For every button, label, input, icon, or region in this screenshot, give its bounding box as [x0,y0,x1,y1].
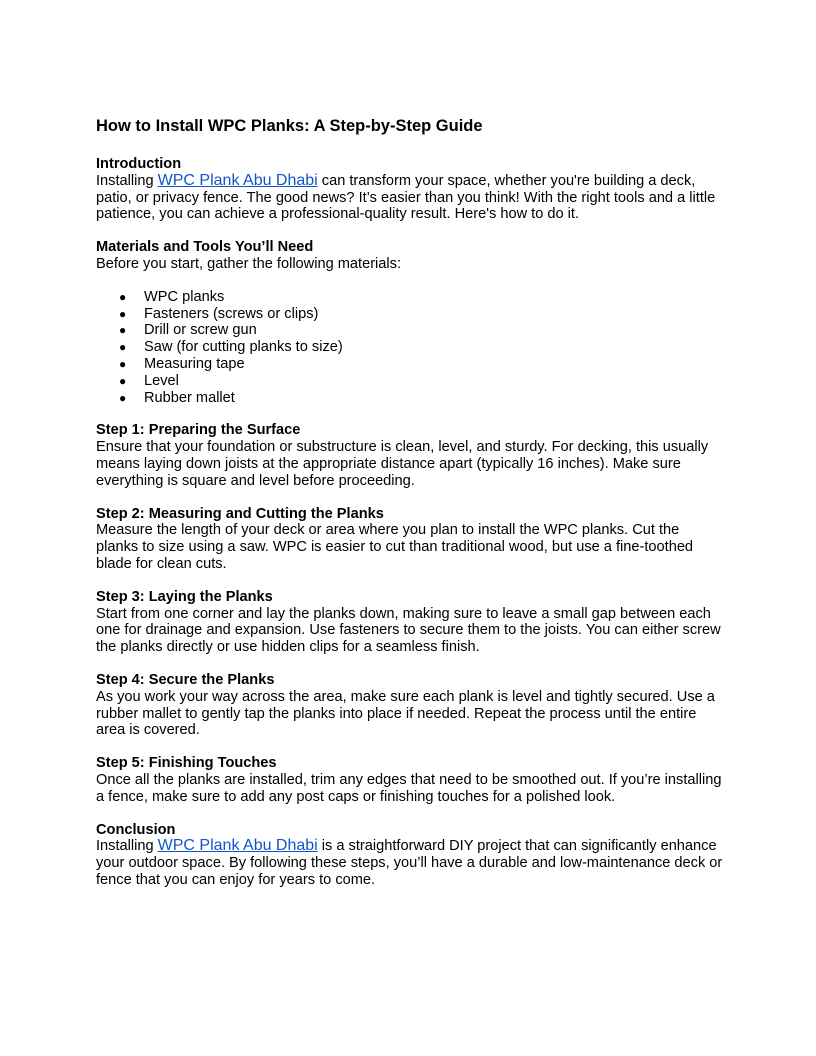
document-content [96,115,724,889]
step-heading: Step 3: Laying the Planks [96,588,273,605]
step-4-section [96,672,724,739]
step-2-section [96,506,724,573]
wpc-plank-link[interactable]: WPC Plank Abu Dhabi [157,171,318,189]
step-text: Start from one corner and lay the planks down, making sure to leave a small gap between each one for drainage and expansion. Use fasteners to secure them to the joists. You can either screw the planks directly or use hidden clips for a seamless finish. [96,605,721,656]
step-3-section [96,589,724,656]
conclusion-text: Installing WPC Plank Abu Dhabi is a straightforward DIY project that can significantly enhance your outdoor space. By following these steps, you’ll have a durable and low-maintenance deck or fence that you can enjoy for years to come. [96,837,723,888]
materials-section [96,239,724,406]
introduction-heading: Introduction [96,156,182,172]
list-item: ● Level [119,372,179,389]
materials-heading: Materials and Tools You’ll Need [96,239,314,256]
step-1-section [96,422,724,489]
list-item: ● Fasteners (screws or clips) [119,305,319,322]
step-heading: Step 4: Secure the Planks [96,671,275,688]
bullet-icon: ● [119,340,127,355]
step-text: Ensure that your foundation or substructure is clean, level, and sturdy. For decking, this usually means laying down joists at the appropriate distance apart (typically 16 inches). Make sure everything is square and level before proceeding. [96,439,709,489]
tools-list [96,289,724,407]
list-item: ● Measuring tape [119,355,245,372]
step-5-section [96,755,724,805]
step-text: Measure the length of your deck or area where you plan to install the WPC planks. Cut the planks to size using a saw. WPC is easier to cut than traditional wood, but use a fine-toothed blade for clean cuts. [96,522,694,572]
materials-text: Before you start, gather the following materials: [96,255,402,272]
step-text: As you work your way across the area, make sure each plank is level and tightly secured. Use a rubber mallet to gently tap the planks into place if needed. Repeat the process until the entire area is covered. [96,688,715,739]
introduction-section [96,156,724,223]
list-item: ● Saw (for cutting planks to size) [119,339,343,356]
introduction-text: Installing WPC Plank Abu Dhabi can transform your space, whether you're building a deck, patio, or privacy fence. The good news? It’s easier than you think! With the right tools and a little patience, you can achieve a professional-quality result. Here's how to do it. [96,171,716,223]
step-heading: Step 2: Measuring and Cutting the Planks [96,505,384,522]
bullet-icon: ● [119,306,127,321]
bullet-icon: ● [119,373,127,388]
list-item: ● Drill or screw gun [119,322,257,339]
list-item: ● Rubber mallet [119,389,235,406]
bullet-icon: ● [119,356,127,371]
bullet-icon: ● [119,289,127,304]
conclusion-section [96,822,724,889]
conclusion-heading: Conclusion [96,821,176,838]
step-heading: Step 1: Preparing the Surface [96,422,301,439]
bullet-icon: ● [119,323,127,338]
document-title: How to Install WPC Planks: A Step-by-Step Guide [96,117,483,135]
step-heading: Step 5: Finishing Touches [96,755,277,772]
step-text: Once all the planks are installed, trim any edges that need to be smoothed out. If you’re installing a fence, make sure to add any post caps or finishing touches for a polished look. [96,771,722,805]
bullet-icon: ● [119,390,127,405]
wpc-plank-link[interactable]: WPC Plank Abu Dhabi [157,837,318,855]
list-item: ● WPC planks [119,288,225,305]
